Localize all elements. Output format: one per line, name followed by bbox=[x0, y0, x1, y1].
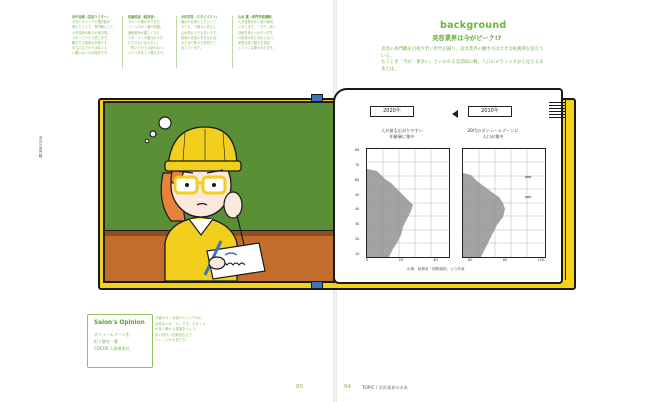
page-number-right: 84 bbox=[344, 384, 351, 390]
arrow-left-icon bbox=[452, 110, 458, 118]
x-axis-ticks: 0 20 40 60 80 100 bbox=[366, 258, 544, 262]
caption-left: 人が最も広がりやすい 年齢層に集中 bbox=[381, 128, 423, 139]
salon-opinion-column: 今後サロンを続けていくために 必要なのは「人」です。スタッフ が長く働ける環境をつくり、 次の世代へ技術を伝えて いくことが大切です。 bbox=[155, 316, 206, 342]
side-caption: 美容の専門職 bbox=[39, 136, 43, 158]
salon-opinion-title: Salon's Opinion bbox=[94, 320, 145, 326]
year-label-right: 2010年 bbox=[468, 106, 512, 117]
book-page-edges bbox=[549, 100, 566, 280]
book-left-page-illustration bbox=[103, 101, 335, 283]
top-column-2: 佐藤悠真（経営者） サロンの数が多すぎる、 というのが一番の問題。 価格競争が激しくなり、 スタッフへの還元が十分 にできない店も多い。 「思いだけでは続かない」 という声をよく聞きます。 bbox=[128, 15, 174, 57]
top-column-name: 山本 翼（専門学校講師） bbox=[238, 15, 275, 19]
top-column-3: 木村彩花（スタイリスト） 憧れの仕事として入って きても、下積みの長さに 心が折れる子も多いです。 教育の仕組みを変えれば まだまだ伸びる業界だと 信じています。 bbox=[181, 15, 229, 51]
column-divider bbox=[176, 16, 177, 68]
top-column-1: 田中里緒（美容ライター） 女性のキャリアの選択肢が 増えたことで、専門職として の美容師の魅力が相対的に 下がっていると感じます。 働き方の改善が急務です。 求人広告だけでは若い人 に響かないのが現状です。 bbox=[72, 15, 120, 57]
top-column-name: 佐藤悠真（経営者） bbox=[128, 15, 157, 19]
chapter-label: TOPIC / 美容業界の未来 bbox=[362, 385, 408, 390]
column-divider bbox=[232, 16, 233, 68]
pyramid-chart-2010 bbox=[462, 148, 546, 258]
column-divider bbox=[122, 16, 123, 68]
top-column-name: 木村彩花（スタイリスト） bbox=[181, 15, 220, 19]
top-column-4: 山本 翼（専門学校講師） 入学者数は年々減少傾向 にあります。一方で、高い 技術を身につけたい学生 の熱意は昔と変わらない。 業界全体で魅力を発信 していく必要があります。 bbox=[238, 15, 294, 51]
pyramid-2020-svg bbox=[367, 149, 449, 257]
pyramid-chart-2020 bbox=[366, 148, 450, 258]
pyramid-2010-svg bbox=[463, 149, 545, 257]
top-column-name: 田中里緒（美容ライター） bbox=[72, 15, 111, 19]
caption-right: 20代のボリュームゾーンに 人口が集中 bbox=[467, 128, 519, 139]
book-ribbon-bottom bbox=[311, 281, 323, 289]
year-label-left: 2020年 bbox=[370, 106, 414, 117]
book-ribbon-top bbox=[311, 94, 323, 102]
page-number-left: 85 bbox=[296, 384, 303, 390]
figure-source: 出典：総務省「国勢調査」より作成 bbox=[407, 267, 465, 271]
thinking-student-illustration bbox=[105, 103, 333, 281]
background-body: 美容の専門職を目指す若い世代が減り、美容業界の働き方は大きな転換期を迎えている。 もうじき「今が一番多い」といわれる美容師の数。人口のピラミッドから見える未来とは。 bbox=[381, 47, 544, 72]
background-heading: background bbox=[440, 20, 507, 31]
background-subtitle: 美容業界は今がピーク!? bbox=[432, 35, 502, 42]
salon-opinion-body: ボリュームゾーンを 担う層を一番 COCOS 石原康男氏 bbox=[94, 332, 130, 351]
y-axis-ticks: 80 70 60 50 40 30 20 10 bbox=[355, 148, 360, 256]
